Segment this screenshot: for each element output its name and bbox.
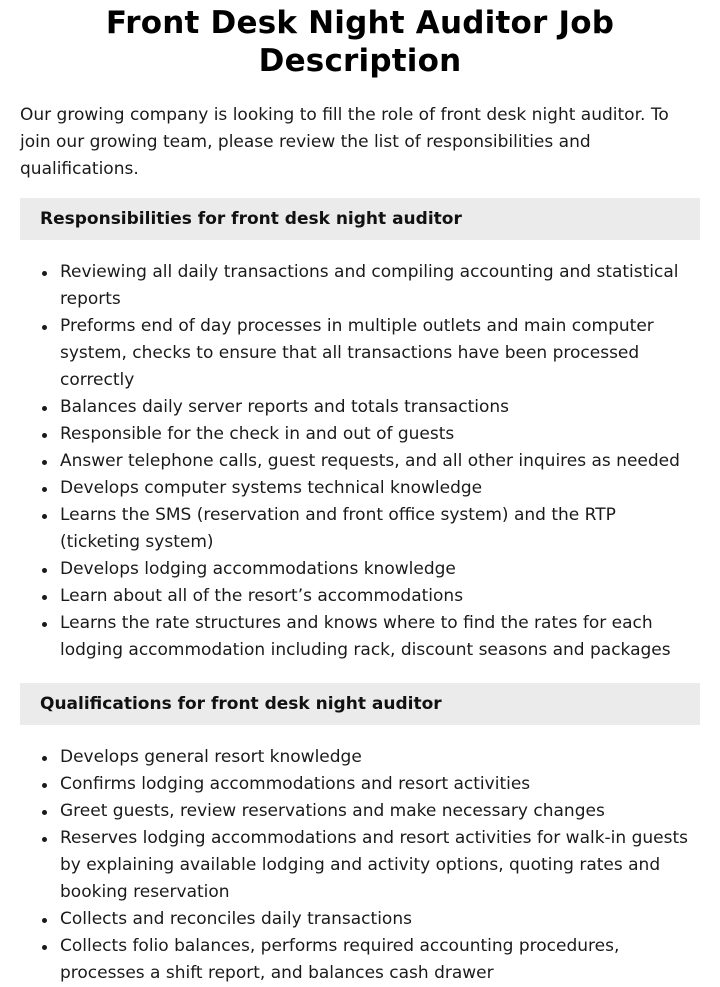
list-item: Develops lodging accommodations knowledge xyxy=(60,556,700,583)
list-item: Collects folio balances, performs required accounting procedures, processes a shift report, and balances cash drawer xyxy=(60,933,700,987)
list-item: Greet guests, review reservations and make necessary changes xyxy=(60,798,700,825)
list-item: Preforms end of day processes in multiple outlets and main computer system, checks to ensure that all transactions have been processed correctly xyxy=(60,313,700,394)
intro-paragraph: Our growing company is looking to fill the role of front desk night auditor. To join our growing team, please review the list of responsibilities and qualifications. xyxy=(20,105,669,179)
list-item: Develops general resort knowledge xyxy=(60,744,700,771)
list-item: Reserves lodging accommodations and resort activities for walk-in guests by explaining available lodging and activity options, quoting rates and booking reservation xyxy=(60,825,700,906)
list-item: Learns the rate structures and knows where to find the rates for each lodging accommodation including rack, discount seasons and packages xyxy=(60,610,700,664)
list-item: Reviewing all daily transactions and compiling accounting and statistical reports xyxy=(60,259,700,313)
list-item: Responsible for the check in and out of guests xyxy=(60,421,700,448)
list-item: Collects and reconciles daily transactions xyxy=(60,906,700,933)
list-item: Balances daily server reports and totals transactions xyxy=(60,394,700,421)
list-item: Answer telephone calls, guest requests, and all other inquires as needed xyxy=(60,448,700,475)
list-item: Learns the SMS (reservation and front office system) and the RTP (ticketing system) xyxy=(60,502,700,556)
qualifications-heading: Qualifications for front desk night auditor xyxy=(20,683,700,725)
responsibilities-list xyxy=(20,259,700,664)
qualifications-list xyxy=(20,744,700,987)
list-item: Develops computer systems technical knowledge xyxy=(60,475,700,502)
responsibilities-heading: Responsibilities for front desk night auditor xyxy=(20,198,700,240)
page-title: Front Desk Night Auditor Job Description xyxy=(105,5,615,79)
list-item: Learn about all of the resort’s accommodations xyxy=(60,583,700,610)
list-item: Confirms lodging accommodations and resort activities xyxy=(60,771,700,798)
